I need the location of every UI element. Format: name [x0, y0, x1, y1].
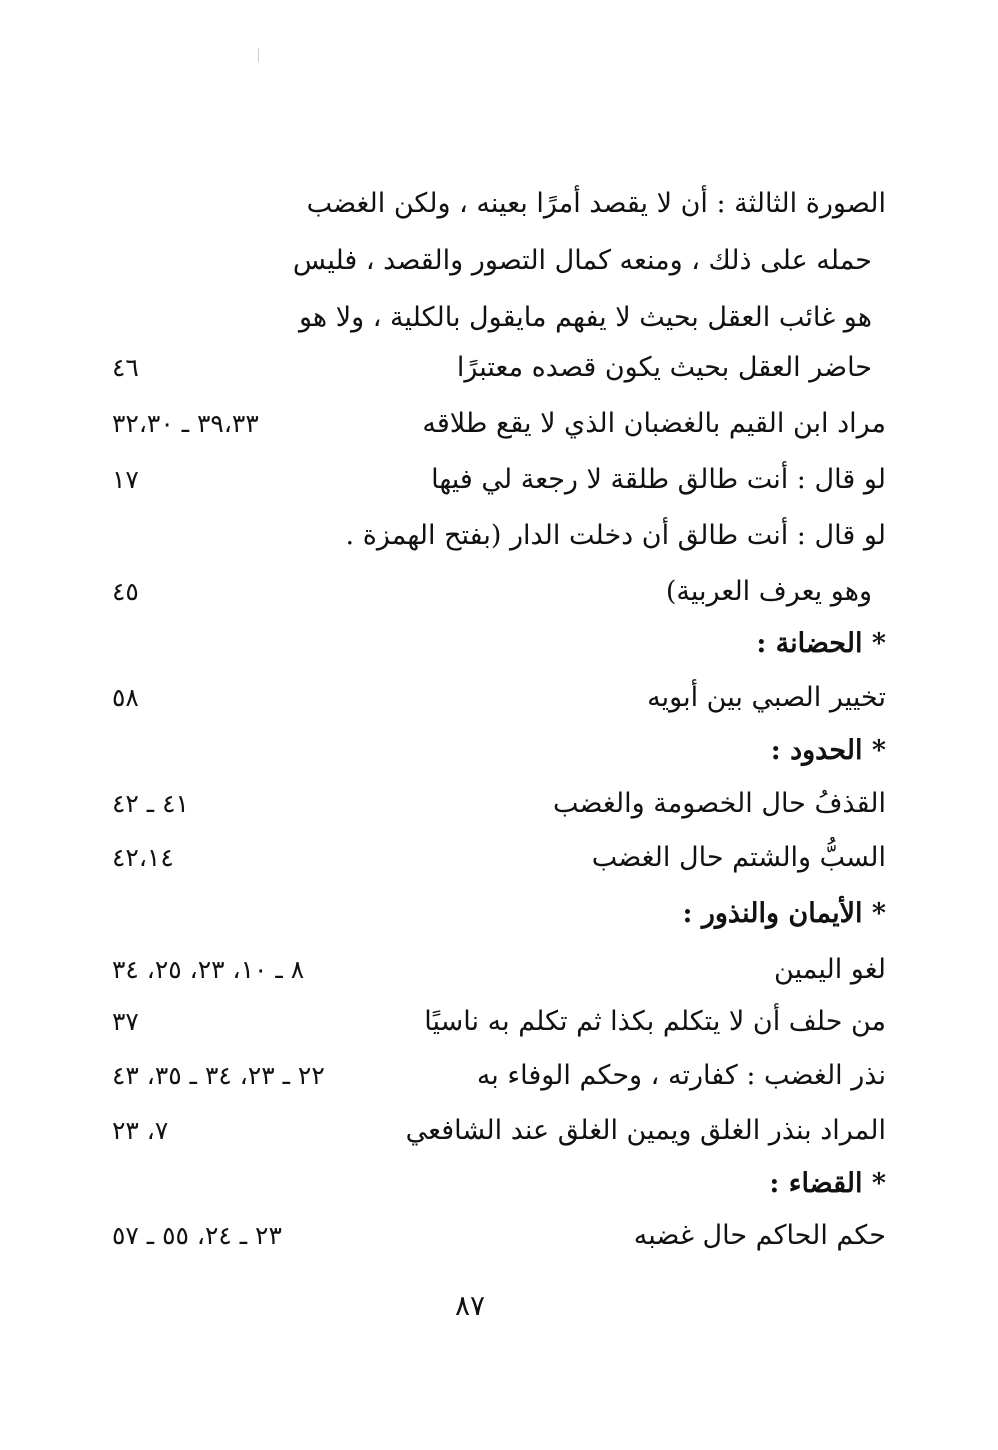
entry-text: لو قال : أنت طالق أن دخلت الدار (بفتح الهمزة .	[345, 520, 886, 551]
entry-pages: ٢٣ ـ ٢٤، ٥٥ ـ ٥٧	[112, 1221, 282, 1250]
index-entry	[96, 233, 886, 289]
entry-pages: ٣٧	[112, 1007, 139, 1036]
index-entry	[96, 776, 886, 832]
entry-pages: ٨ ـ ١٠، ٢٣، ٢٥، ٣٤	[112, 955, 305, 984]
index-entry	[96, 994, 886, 1050]
index-entry	[96, 1048, 886, 1104]
entry-pages: ٢٢ ـ ٢٣، ٣٤ ـ ٣٥، ٤٣	[112, 1061, 325, 1090]
entry-text: لغو اليمين	[774, 954, 886, 985]
entry-text: القذفُ حال الخصومة والغضب	[552, 788, 886, 819]
entry-pages: ١٧	[112, 465, 139, 494]
section-heading-text: * القضاء :	[769, 1168, 886, 1199]
entry-pages: ٣٩،٣٣ ـ ٣٢،٣٠	[112, 409, 259, 438]
entry-text: من حلف أن لا يتكلم بكذا ثم تكلم به ناسيًا	[424, 1006, 886, 1037]
entry-text: الصورة الثالثة : أن لا يقصد أمرًا بعينه ، ولكن الغضب	[306, 188, 886, 219]
entry-pages: ٤٢،١٤	[112, 843, 174, 872]
scan-mark	[258, 48, 259, 62]
index-entry	[96, 396, 886, 452]
entry-pages: ٤٥	[112, 577, 139, 606]
entry-pages: ٥٨	[112, 683, 139, 712]
entry-text: حكم الحاكم حال غضبه	[633, 1220, 886, 1251]
entry-text: وهو يعرف العربية)	[665, 576, 872, 607]
index-entry	[96, 290, 886, 346]
index-entry	[96, 340, 886, 396]
section-heading-text: * الأيمان والنذور :	[682, 898, 886, 929]
index-entry	[96, 942, 886, 998]
index-entry	[96, 508, 886, 564]
section-heading	[96, 886, 886, 942]
index-entry	[96, 452, 886, 508]
section-heading-text: * الحضانة :	[756, 628, 886, 659]
section-heading-text: * الحدود :	[770, 735, 886, 766]
entry-text: حمله على ذلك ، ومنعه كمال التصور والقصد ، فليس	[292, 245, 872, 276]
entry-text: لو قال : أنت طالق طلقة لا رجعة لي فيها	[431, 464, 886, 495]
entry-pages: ٤٦	[112, 353, 139, 382]
entry-text: حاضر العقل بحيث يكون قصده معتبرًا	[456, 352, 872, 383]
index-entry	[96, 1103, 886, 1159]
index-entry	[96, 830, 886, 886]
entry-text: هو غائب العقل بحيث لا يفهم مايقول بالكلية ، ولا هو	[298, 302, 872, 333]
entry-text: مراد ابن القيم بالغضبان الذي لا يقع طلاقه	[422, 408, 886, 439]
index-entry	[96, 176, 886, 232]
index-entry	[96, 564, 886, 620]
index-entry	[96, 670, 886, 726]
entry-text: تخيير الصبي بين أبويه	[647, 682, 886, 713]
entry-text: نذر الغضب : كفارته ، وحكم الوفاء به	[476, 1060, 886, 1091]
index-entry	[96, 1208, 886, 1264]
section-heading	[96, 616, 886, 672]
section-heading	[96, 1156, 886, 1212]
entry-text: السبُّ والشتم حال الغضب	[591, 842, 886, 873]
section-heading	[96, 723, 886, 779]
entry-pages: ٧، ٢٣	[112, 1116, 169, 1145]
entry-text: المراد بنذر الغلق ويمين الغلق عند الشافعي	[405, 1115, 886, 1146]
page-number: ٨٧	[454, 1289, 486, 1322]
entry-pages: ٤١ ـ ٤٢	[112, 789, 189, 818]
